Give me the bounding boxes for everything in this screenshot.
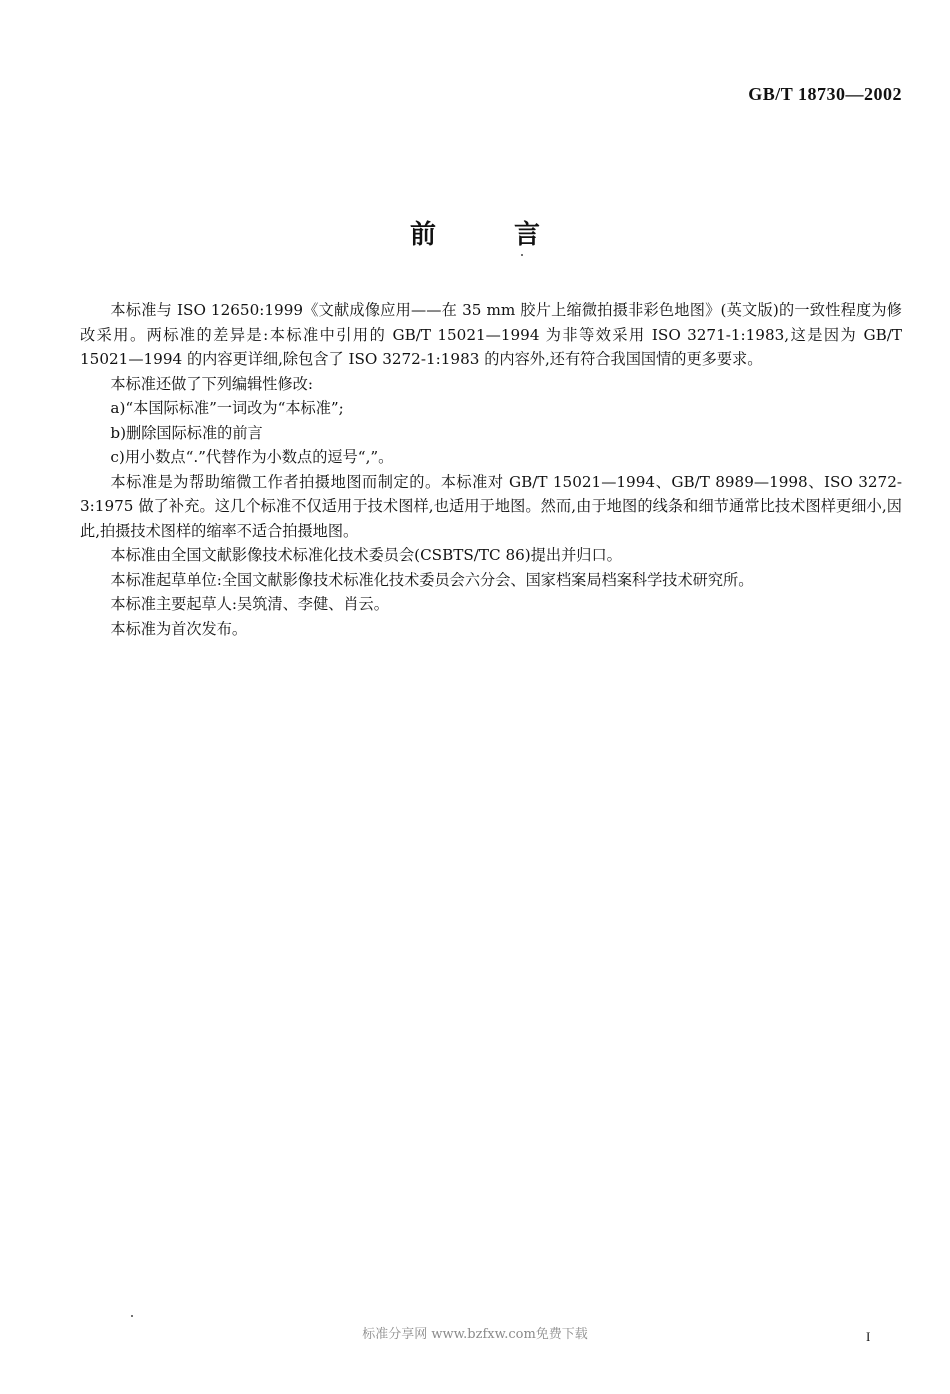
paragraph-editorial-intro: 本标准还做了下列编辑性修改:	[110, 374, 313, 393]
list-item-a: a)“本国际标准”一词改为“本标准”;	[110, 399, 344, 417]
list-item-c: c)用小数点“.”代替作为小数点的逗号“,”。	[110, 448, 394, 466]
paragraph-drafters: 本标准主要起草人:吴筑清、李健、肖云。	[110, 595, 389, 613]
page-number: I	[866, 1329, 871, 1344]
scan-speck	[131, 1315, 133, 1317]
list-item-b: b)删除国际标准的前言	[110, 423, 263, 442]
foreword-body	[80, 298, 902, 641]
standard-number: GB/T 18730—2002	[748, 84, 902, 104]
paragraph-proposer: 本标准由全国文献影像技术标准化技术委员会(CSBTS/TC 86)提出并归口。	[110, 546, 622, 564]
paragraph-adoption: 本标准与 ISO 12650:1999《文献成像应用——在 35 mm 胶片上缩微拍摄非彩色地图》(英文版)的一致性程度为修改采用。两标准的差异是:本标准中引用的 GB/T 15021—1994 为非等效采用 ISO 3271-1:1983,这是因为 GB/T 15021—1994 的内容更详细,除包含了 ISO 3272-1:1983 的内容外,还有符合我国国情的更多要求。	[80, 301, 902, 368]
paragraph-purpose: 本标准是为帮助缩微工作者拍摄地图而制定的。本标准对 GB/T 15021—1994、GB/T 8989—1998、ISO 3272-3:1975 做了补充。这几个标准不仅适用于技术图样,也适用于地图。然而,由于地图的线条和细节通常比技术图样更细小,因此,拍摄技术图样的缩率不适合拍摄地图。	[80, 472, 902, 540]
watermark: 标准分享网 www.bzfxw.com免费下载	[362, 1327, 588, 1342]
page-title: 前言	[409, 220, 618, 250]
scan-speck	[521, 254, 523, 256]
paragraph-first-release: 本标准为首次发布。	[110, 619, 248, 638]
paragraph-drafting-units: 本标准起草单位:全国文献影像技术标准化技术委员会六分会、国家档案局档案科学技术研究所。	[110, 570, 754, 589]
